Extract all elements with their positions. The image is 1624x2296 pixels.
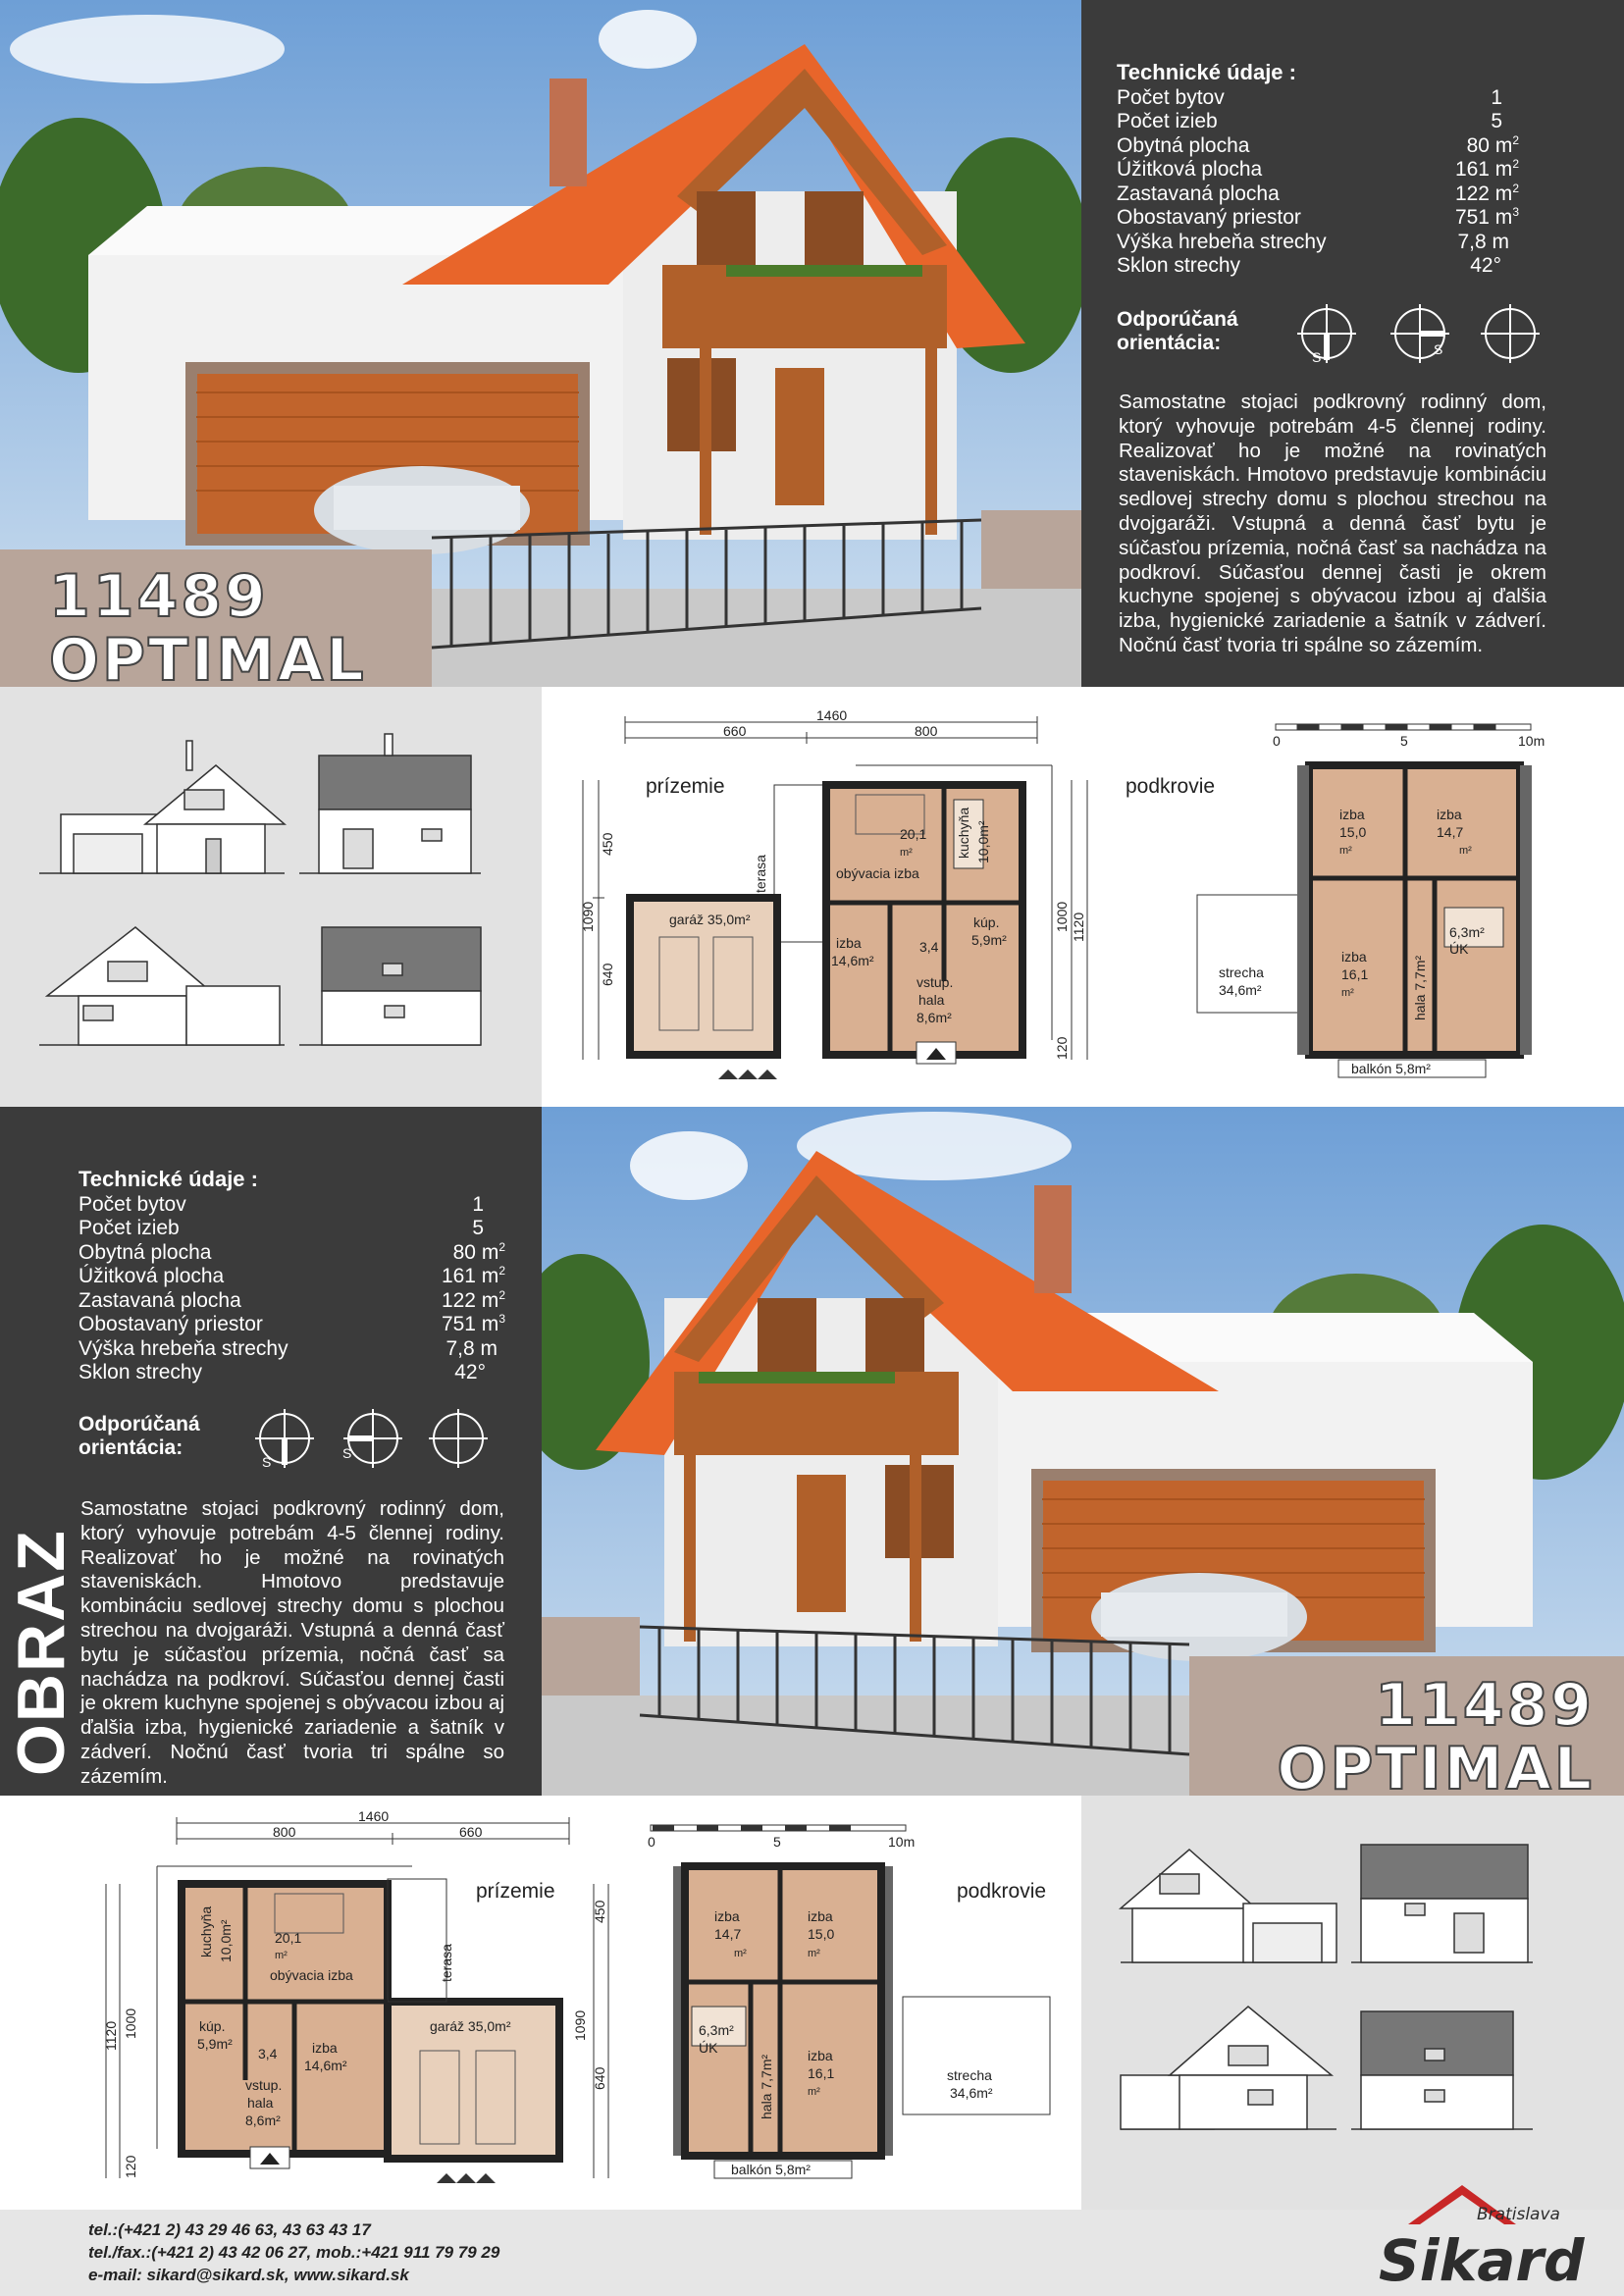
svg-text:15,0: 15,0 bbox=[1339, 824, 1367, 840]
contact-phone: tel.:(+421 2) 43 29 46 63, 43 63 43 17 bbox=[88, 2220, 371, 2239]
svg-text:10m: 10m bbox=[1518, 733, 1545, 749]
spec-row: Počet izieb 5 bbox=[79, 1217, 484, 1239]
svg-text:hala 7,7m²: hala 7,7m² bbox=[1412, 955, 1428, 1020]
svg-text:izba: izba bbox=[1341, 949, 1367, 965]
svg-text:6,3m²: 6,3m² bbox=[699, 2022, 734, 2038]
svg-text:izba: izba bbox=[714, 1908, 740, 1924]
svg-text:14,7: 14,7 bbox=[1437, 824, 1464, 840]
model-number-mirror: 11489 bbox=[1375, 1671, 1595, 1740]
svg-text:15,0: 15,0 bbox=[808, 1926, 835, 1942]
spec-row: Počet bytov 1 bbox=[79, 1192, 484, 1216]
upper-floor-title-mirror: podkrovie bbox=[957, 1880, 1047, 1903]
svg-text:800: 800 bbox=[273, 1824, 296, 1840]
spec-row: Sklon strechy 42° bbox=[1117, 254, 1501, 277]
svg-text:660: 660 bbox=[459, 1824, 483, 1840]
tech-specs-mirror: Technické údaje : Počet bytov 1 Počet izieb 5 Obytná plocha 80 $m^2$ Úžitková plocha 161 $m^2$ Zastavaná plocha 122 $m^2$ Obostavaný priestor 751 $m^3$ Výška hrebeňa strechy 7,8 m Sklon strechy 42° bbox=[79, 1168, 510, 1385]
svg-text:3,4: 3,4 bbox=[258, 2046, 278, 2061]
mirror-house-render bbox=[542, 1107, 1624, 1796]
top-house-render bbox=[0, 0, 1081, 687]
svg-text:terasa: terasa bbox=[753, 855, 768, 893]
svg-text:800: 800 bbox=[915, 723, 938, 739]
spec-row: Počet bytov 1 bbox=[1117, 85, 1502, 109]
svg-text:garáž 35,0m²: garáž 35,0m² bbox=[669, 912, 751, 927]
svg-text:hala: hala bbox=[918, 992, 945, 1008]
ground-floor-title: prízemie bbox=[646, 775, 725, 798]
svg-text:obývacia izba: obývacia izba bbox=[836, 865, 919, 881]
svg-text:terasa: terasa bbox=[439, 1944, 454, 1982]
mirror-floor-plans bbox=[0, 1796, 1081, 2210]
svg-text:izba: izba bbox=[808, 2048, 833, 2063]
svg-text:0: 0 bbox=[1273, 733, 1281, 749]
svg-text:m²: m² bbox=[1459, 845, 1472, 857]
svg-text:kúp.: kúp. bbox=[199, 2018, 226, 2034]
svg-text:m²: m² bbox=[275, 1950, 288, 1961]
elevation-drawings bbox=[0, 687, 542, 1107]
svg-text:hala 7,7m²: hala 7,7m² bbox=[759, 2054, 774, 2119]
svg-text:m²: m² bbox=[808, 1948, 820, 1959]
model-name: OPTIMAL bbox=[49, 626, 367, 687]
svg-text:14,7: 14,7 bbox=[714, 1926, 742, 1942]
svg-text:1000: 1000 bbox=[123, 2008, 138, 2039]
svg-text:8,6m²: 8,6m² bbox=[917, 1010, 952, 1025]
svg-text:izba: izba bbox=[808, 1908, 833, 1924]
compass-icons bbox=[1292, 299, 1547, 368]
tech-heading: Technické údaje : bbox=[1117, 60, 1296, 84]
upper-floor-title: podkrovie bbox=[1126, 775, 1216, 798]
svg-text:5: 5 bbox=[1400, 733, 1408, 749]
spec-row: Obytná plocha 80 $m^2$ bbox=[79, 1239, 505, 1264]
footer bbox=[0, 2205, 1624, 2296]
svg-text:5,9m²: 5,9m² bbox=[197, 2036, 233, 2052]
description-mirror: Samostatne stojaci podkrovný rodinný dom, ktorý vyhovuje potrebám 4-5 člennej rodiny. Realizovať ho je možné na rovinatých staveniskách. Hmotovo predstavuje kombináciu sedlovej strechy domu s plochou strechou na dvojgaráži. Vstupná a denná časť bytu je súčasťou prízemia, nočná časť sa nachádza na podkroví. Súčasťou dennej časti je okrem kuchyne spojenej s obývacou izbou aj ďalšia izba, hygienické zariadenie a šatník v zádverí. Nočnú časť tvoria tri spálne so zázemím. bbox=[80, 1497, 504, 1788]
svg-text:kúp.: kúp. bbox=[973, 914, 1000, 930]
svg-text:m²: m² bbox=[808, 2086, 820, 2098]
svg-text:1460: 1460 bbox=[816, 707, 848, 723]
svg-text:10,0m²: 10,0m² bbox=[218, 1919, 234, 1962]
svg-text:garáž 35,0m²: garáž 35,0m² bbox=[430, 2018, 511, 2034]
svg-text:20,1: 20,1 bbox=[900, 826, 927, 842]
svg-text:1000: 1000 bbox=[1054, 901, 1070, 932]
svg-text:izba: izba bbox=[836, 935, 862, 951]
orientation-label-mirror: Odporúčaná orientácia: bbox=[79, 1413, 200, 1459]
svg-text:120: 120 bbox=[1054, 1036, 1070, 1060]
svg-text:ÚK: ÚK bbox=[699, 2040, 718, 2056]
tech-specs bbox=[1117, 61, 1548, 279]
svg-text:m²: m² bbox=[734, 1948, 747, 1959]
mirror-elevation-drawings bbox=[1081, 1796, 1624, 2210]
svg-text:34,6m²: 34,6m² bbox=[950, 2085, 993, 2101]
svg-text:vstup.: vstup. bbox=[917, 974, 954, 990]
orientation-label: Odporúčaná orientácia: bbox=[1117, 308, 1238, 354]
svg-text:balkón 5,8m²: balkón 5,8m² bbox=[731, 2162, 811, 2177]
spec-row: Sklon strechy 42° bbox=[79, 1361, 486, 1383]
svg-text:3,4: 3,4 bbox=[919, 939, 939, 955]
ground-floor-title-mirror: prízemie bbox=[476, 1880, 555, 1903]
svg-text:14,6m²: 14,6m² bbox=[304, 2058, 347, 2073]
model-name-mirror: OPTIMAL bbox=[1277, 1735, 1595, 1796]
spec-row: Úžitková plocha 161 $m^2$ bbox=[1117, 157, 1519, 181]
mirror-elevations bbox=[1081, 1796, 1624, 2210]
svg-text:450: 450 bbox=[592, 1900, 607, 1923]
svg-text:hala: hala bbox=[247, 2095, 274, 2111]
svg-text:obývacia izba: obývacia izba bbox=[270, 1967, 353, 1983]
svg-text:16,1: 16,1 bbox=[808, 2065, 835, 2081]
spec-row: Výška hrebeňa strechy 7,8 m bbox=[1117, 230, 1509, 253]
svg-text:34,6m²: 34,6m² bbox=[1219, 982, 1262, 998]
svg-text:8,6m²: 8,6m² bbox=[245, 2113, 281, 2128]
mirror-plan-drawing bbox=[0, 1796, 1081, 2210]
svg-text:strecha: strecha bbox=[947, 2067, 992, 2083]
svg-text:S: S bbox=[342, 1445, 352, 1461]
svg-text:20,1: 20,1 bbox=[275, 1930, 302, 1946]
model-number: 11489 bbox=[49, 562, 269, 631]
top-elevations bbox=[0, 687, 542, 1107]
spec-row: Úžitková plocha 161 $m^2$ bbox=[79, 1264, 505, 1287]
spec-row: Výška hrebeňa strechy 7,8 m bbox=[79, 1336, 498, 1360]
svg-text:kuchyňa: kuchyňa bbox=[198, 1905, 214, 1957]
logo-city: Bratislava bbox=[1477, 2205, 1560, 2224]
svg-text:640: 640 bbox=[600, 963, 615, 986]
svg-text:m²: m² bbox=[900, 847, 913, 859]
svg-text:S: S bbox=[1312, 349, 1322, 365]
svg-text:1120: 1120 bbox=[1071, 912, 1086, 942]
svg-text:1460: 1460 bbox=[358, 1808, 390, 1824]
svg-text:16,1: 16,1 bbox=[1341, 966, 1369, 982]
svg-text:izba: izba bbox=[1437, 807, 1462, 822]
svg-text:14,6m²: 14,6m² bbox=[831, 953, 874, 968]
logo-brand: Sikard bbox=[1379, 2227, 1585, 2294]
svg-text:kuchyňa: kuchyňa bbox=[956, 807, 971, 859]
spec-row: Zastavaná plocha 122 $m^2$ bbox=[1117, 181, 1519, 205]
svg-text:10,0m²: 10,0m² bbox=[975, 820, 991, 863]
top-info-panel bbox=[1081, 0, 1624, 687]
svg-text:S: S bbox=[262, 1454, 272, 1470]
svg-text:1120: 1120 bbox=[103, 2020, 119, 2051]
spec-row: Zastavaná plocha 122 $m^2$ bbox=[79, 1287, 505, 1312]
svg-text:5,9m²: 5,9m² bbox=[971, 932, 1007, 948]
svg-text:ÚK: ÚK bbox=[1449, 941, 1469, 957]
spec-row: Obytná plocha 80 $m^2$ bbox=[1117, 132, 1519, 157]
svg-text:strecha: strecha bbox=[1219, 965, 1264, 980]
svg-text:640: 640 bbox=[592, 2066, 607, 2090]
sikard-logo bbox=[1369, 2170, 1614, 2296]
description: Samostatne stojaci podkrovný rodinný dom, ktorý vyhovuje potrebám 4-5 člennej rodiny. Realizovať ho je možné na rovinatých staveniskách. Hmotovo predstavuje kombináciu sedlovej strechy domu s plochou strechou na dvojgaráži. Vstupná a denná časť bytu je súčasťou prízemia, nočná časť sa nachádza na podkroví. Súčasťou dennej časti je okrem kuchyne spojenej s obývacou izbou aj ďalšia izba, hygienické zariadenie a šatník v zádverí. Nočnú časť tvoria tri spálne so zázemím. bbox=[1119, 391, 1546, 656]
svg-text:balkón 5,8m²: balkón 5,8m² bbox=[1351, 1061, 1431, 1076]
svg-text:izba: izba bbox=[312, 2040, 338, 2056]
svg-text:m²: m² bbox=[1339, 845, 1352, 857]
svg-text:vstup.: vstup. bbox=[245, 2077, 283, 2093]
spec-row: Počet izieb 5 bbox=[1117, 110, 1502, 132]
svg-text:120: 120 bbox=[123, 2155, 138, 2178]
compass-icons-mirror bbox=[250, 1404, 505, 1473]
svg-text:1090: 1090 bbox=[572, 2009, 588, 2041]
svg-text:1090: 1090 bbox=[580, 901, 596, 932]
svg-text:izba: izba bbox=[1339, 807, 1365, 822]
spec-row: Obostavaný priestor 751 $m^3$ bbox=[79, 1312, 505, 1335]
spec-row: Obostavaný priestor 751 $m^3$ bbox=[1117, 205, 1519, 229]
top-plan-drawing bbox=[542, 687, 1624, 1107]
svg-text:660: 660 bbox=[723, 723, 747, 739]
svg-text:m²: m² bbox=[1341, 987, 1354, 999]
svg-text:6,3m²: 6,3m² bbox=[1449, 924, 1485, 940]
svg-text:S: S bbox=[1434, 341, 1443, 357]
svg-text:0: 0 bbox=[648, 1834, 655, 1850]
top-floor-plans bbox=[542, 687, 1624, 1107]
svg-text:10m: 10m bbox=[888, 1834, 916, 1850]
svg-text:5: 5 bbox=[773, 1834, 781, 1850]
mid-info-panel bbox=[0, 1107, 542, 1796]
svg-text:450: 450 bbox=[600, 832, 615, 856]
side-text-image: OBRAZ bbox=[4, 1529, 79, 1776]
contact-email-web: e-mail: sikard@sikard.sk, www.sikard.sk bbox=[88, 2266, 409, 2284]
contact-fax-mobile: tel./fax.:(+421 2) 43 42 06 27, mob.:+421 911 79 79 29 bbox=[88, 2243, 500, 2262]
